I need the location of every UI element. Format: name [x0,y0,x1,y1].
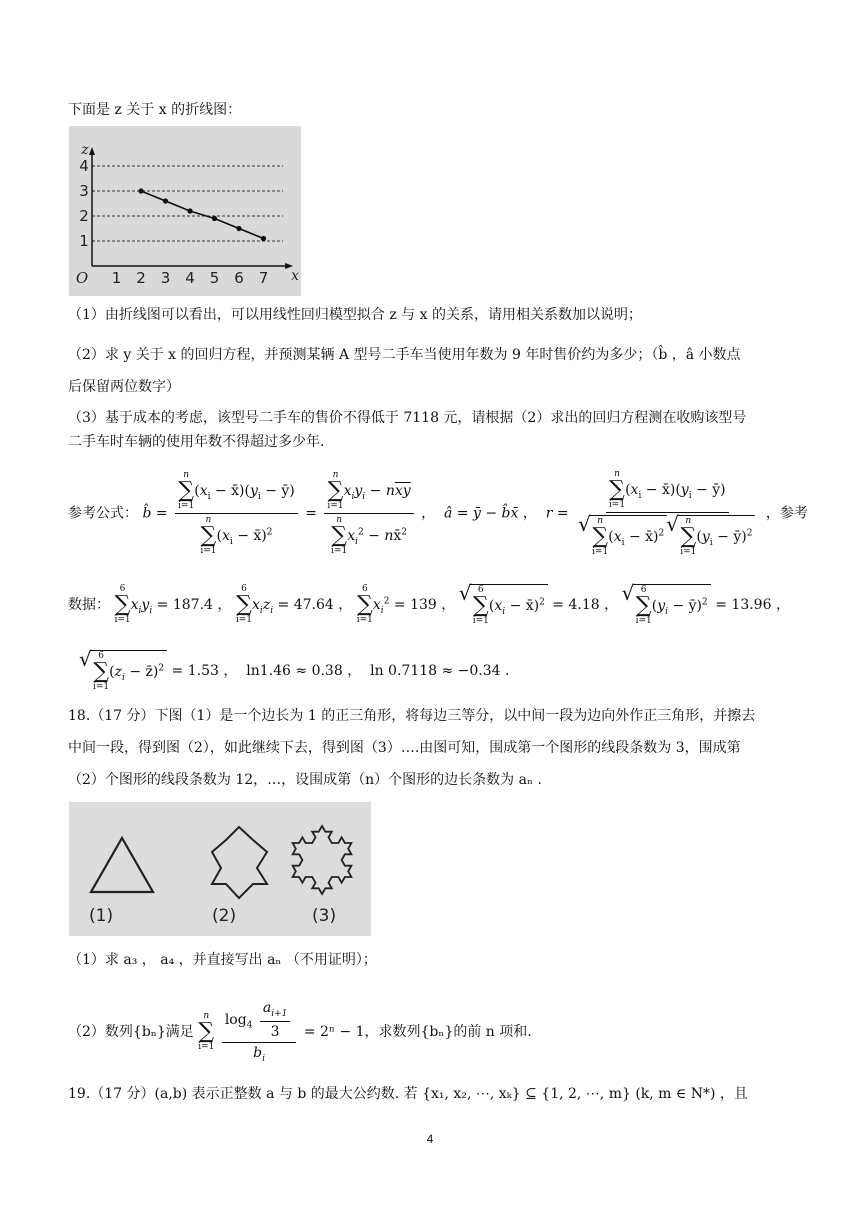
sqrt-y-value: 13.96 [731,597,772,613]
b-hat-symbol: b̂ [142,505,152,522]
data-point [236,226,241,231]
line-chart [69,126,301,296]
q18-part2: （2）数列{bₙ}满足 n ∑ i=1 $\log_4$ $\frac{a_{i+1}}{3}$ $b_i$ = 2ⁿ − 1，求数列{bₙ}的前 n 项和. [68,1000,532,1064]
y-axis-label: z [81,142,89,158]
sqrt-x-value: 4.18 [568,597,600,613]
sum-xz-value: 47.64 [293,597,334,613]
b-hat-fraction-1: n ∑ i=1 ($x_i$ − $x̄)(y_i$ − ȳ) n ∑ i=1 ($x_i$ − x̄)$^2$ [175,471,298,556]
koch-snowflake-figure [69,802,371,936]
formula-suffix: ，参考 [765,505,808,522]
snowflake-shape [293,826,352,894]
x-tick-label: 1 [111,269,122,287]
q17-part1: （1）由折线图可以看出，可以用线性回归模型拟合 z 与 x 的关系，请用相关系数加以说明； [68,307,642,323]
series-line [141,191,264,239]
q19-line1: 19.（17 分）(a,b) 表示正整数 a 与 b 的最大公约数. 若 {x₁, x₂, ⋯, xₖ} ⊆ {1, 2, ⋯, m} (k, m ∈ N*) ，且 [68,1086,748,1102]
fig-label-3: (3) [312,906,337,926]
sum-x2-value: 139 [410,597,437,613]
y-tick-label: 3 [79,182,89,200]
ln-146: ln1.46 ≈ 0.38 [246,663,343,679]
a-hat-formula: â = ȳ − b̂x̄ [439,505,519,522]
data-point [187,208,192,213]
fig-label-1: (1) [89,906,114,926]
q18-part2-prefix: （2）数列{bₙ}满足 [68,1023,194,1040]
r-symbol: r [541,505,553,522]
q17-part2-line1: （2）求 y 关于 x 的回归方程，并预测某辆 A 型号二手车当使用年数为 9 年时售价约为多少；（b̂ ，â 小数点 [68,347,741,363]
data-point [138,188,143,193]
q18-line1: 18.（17 分）下图（1）是一个边长为 1 的正三角形，将每边三等分，以中间一段为边向外作正三角形，并擦去 [68,708,756,724]
page-number: 4 [426,1132,434,1146]
q18-line3: （2）个图形的线段条数为 12，…，设围成第（n）个图形的边长条数为 aₙ . [68,772,542,788]
x-axis-label: x [291,268,300,284]
log-fraction: $\log_4$ $\frac{a_{i+1}}{3}$ $b_i$ [222,1000,297,1064]
x-tick-label: 4 [185,269,195,287]
y-tick-label: 1 [79,232,89,250]
q17-part3-line1: （3）基于成本的考虑，该型号二手车的售价不得低于 7118 元，请根据（2）求出的回归方程测在收购该型号 [68,410,747,426]
reference-data-line2: √ 6 ∑ i=1 ($z_i$ − z̄)$^2$ = 1.53 ， ln1.46 ≈ 0.38 ， ln 0.7118 ≈ −0.34 . [80,650,509,692]
q18-part2-suffix: = 2ⁿ − 1，求数列{bₙ}的前 n 项和. [303,1023,532,1040]
x-tick-label: 6 [234,269,244,287]
q17-part3-line2: 二手车时车辆的使用年数不得超过多少年. [68,434,325,450]
y-axis-arrow [89,147,95,155]
q18-line2: 中间一段，得到图（2），如此继续下去，得到图（3）….由图可知，围成第一个图形的线段条数为 3，围成第 [68,740,741,756]
origin-label: O [75,269,89,287]
q17-part2-line2: 后保留两位数字） [68,379,180,395]
star-shape [212,827,267,898]
x-tick-label: 2 [136,269,146,287]
line-chart-svg [69,126,301,296]
sqrt-z-value: 1.53 [187,663,219,679]
x-tick-label: 3 [160,269,171,287]
data-point [163,198,168,203]
formula-prefix: 参考公式： [68,505,138,522]
b-hat-fraction-2: n ∑ i=1 $x_iy_i - n\overline{xy}$ n ∑ i=1 $x_i^2$ − nx̄$^2$ [324,471,413,556]
fig-label-2: (2) [212,906,237,926]
q18-part1: （1）求 a₃ ， a₄ ，并直接写出 aₙ （不用证明）； [68,952,377,968]
reference-formulas: 参考公式： b̂ = n ∑ i=1 ($x_i$ − $x̄)(y_i$ − ȳ) n ∑ i=1 ($x_i$ − x̄)$^2$ = n ∑ i=1 $x_iy_i - n\overline{xy}$ n ∑ i=1 $x_i^2$ − nx̄$^2$ ， â = ȳ − b̂x̄ ， r = n ∑ i=1 ($x_i$ − $x̄)(y_i$ − ȳ) √ n ∑ i=1 ($x_i$ − x̄)$^2$ √ n ∑ i=1 ($y_i$ − ȳ)$^2$ ，参考 [68,470,808,557]
r-fraction: n ∑ i=1 ($x_i$ − $x̄)(y_i$ − ȳ) √ n ∑ i=1 ($x_i$ − x̄)$^2$ √ n ∑ i=1 ($y_i$ − ȳ)$^2$ [576,470,758,557]
data-prefix: 数据： [68,597,110,613]
triangle-shape [91,838,153,892]
y-tick-label: 2 [79,207,89,225]
data-point [212,216,217,221]
sum-xy-value: 187.4 [172,597,213,613]
x-tick-label: 7 [258,269,269,287]
intro-line: 下面是 z 关于 x 的折线图： [68,102,242,118]
ln-07118: ln 0.7118 ≈ −0.34 [370,663,501,679]
x-tick-label: 5 [209,269,220,287]
data-point [261,236,266,241]
reference-data-line1: 数据： 6 ∑ i=1 $x_iy_i = 187.4$ ， 6 ∑ i=1 $x_iz_i = 47.64$ ， 6 ∑ i=1 $x_i^2 = 139$ ， √ 6 ∑ i=1 ($x_i$ − x̄)$^2$ = 4.18 ， √ 6 ∑ i=1 ($y_i$ − ȳ)$^2$ = 13.96 ， [68,584,790,626]
y-tick-label: 4 [79,157,89,175]
